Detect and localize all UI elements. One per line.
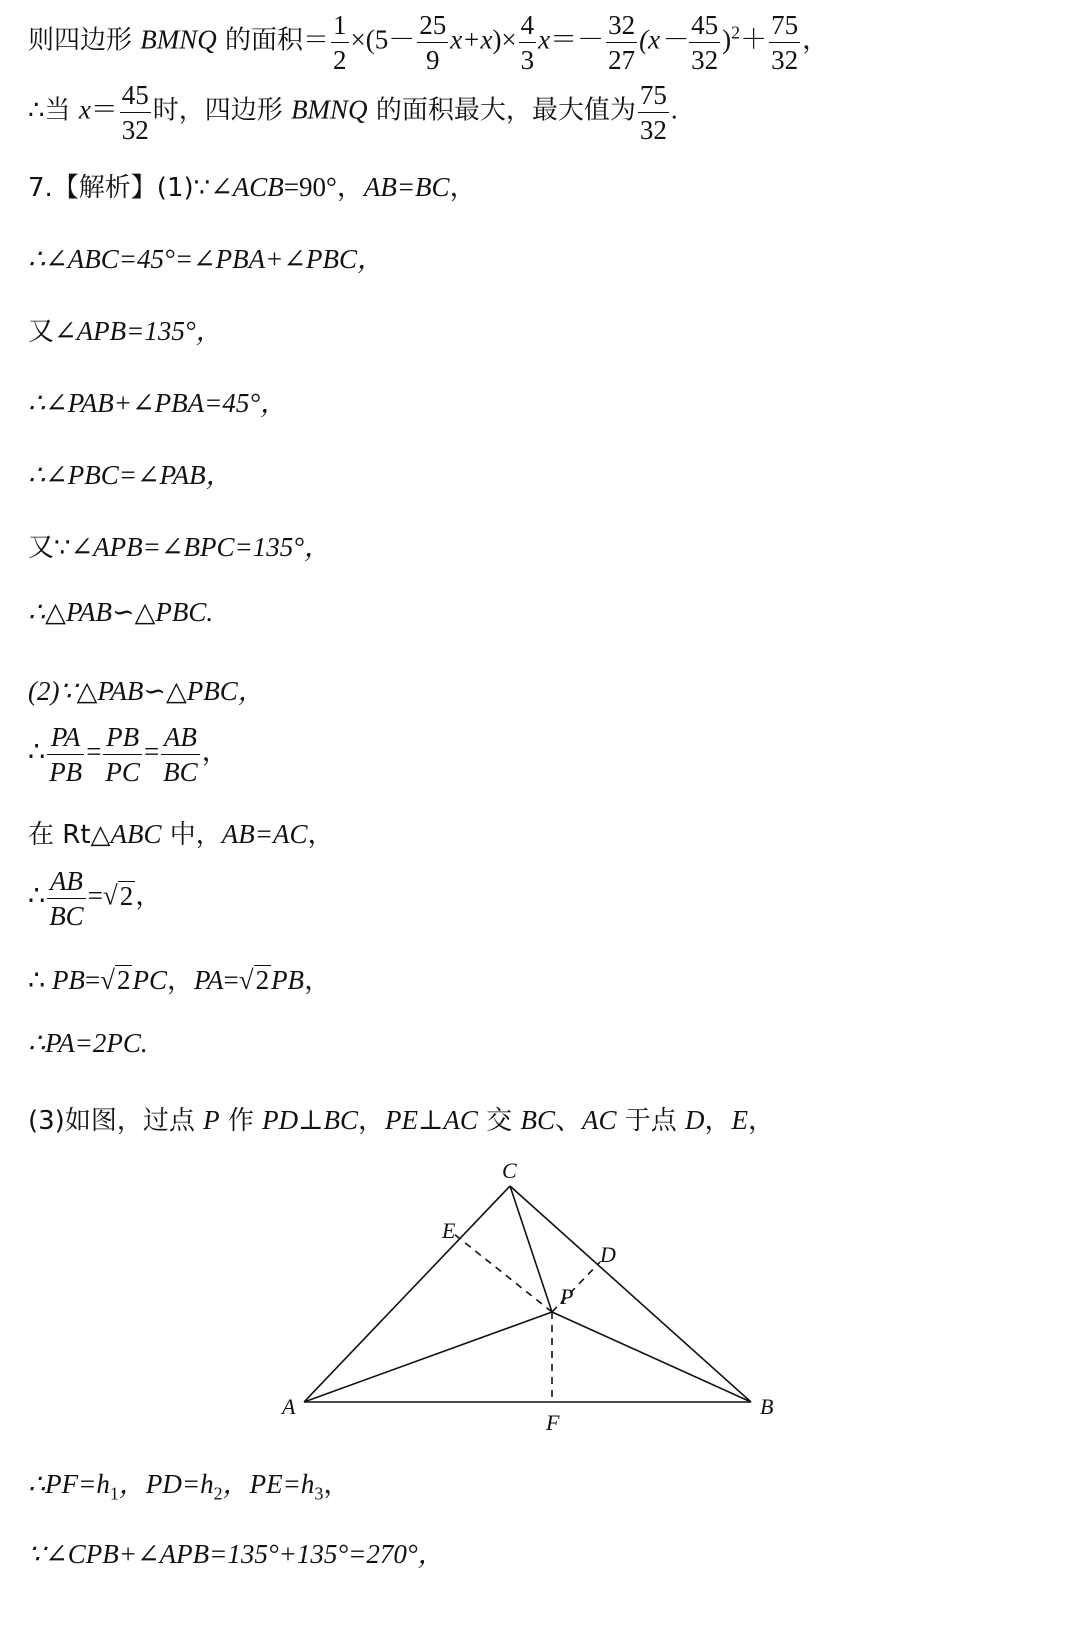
text: 时，四边形 [152, 95, 292, 126]
ratio-line: ∴ $\frac{AB}{BC}$ =√2， [28, 866, 163, 931]
text: ＋ [740, 24, 768, 55]
proof-line: 在 Rt△ABC 中，AB=AC， [28, 819, 335, 850]
text: 的面积最大，最大值为 [367, 95, 636, 126]
label-c: C [502, 1158, 517, 1183]
triangle-figure [270, 1150, 810, 1440]
fraction: $\frac{75}{32}$ [639, 80, 667, 145]
text: x+x [450, 24, 493, 55]
text: ＝－ [550, 24, 605, 55]
fraction: $\frac{AB}{BC}$ [49, 866, 84, 931]
fraction: $\frac{32}{27}$ [608, 10, 636, 75]
text: . [670, 94, 678, 125]
text: 7.【解析】(1)∵ [28, 173, 211, 203]
fraction: $\frac{PB}{PC}$ [105, 722, 140, 787]
text: ， [802, 24, 830, 55]
text: 则四边形 [28, 25, 141, 56]
text: ， [449, 172, 477, 202]
fraction: $\frac{1}{2}$ [333, 10, 347, 75]
fraction: $\frac{4}{3}$ [520, 10, 535, 75]
exponent: 2 [731, 22, 741, 43]
text: ∠ACB [210, 172, 284, 202]
label-e: E [442, 1218, 456, 1243]
text: BMNQ [291, 94, 368, 125]
fraction: $\frac{PA}{PB}$ [49, 722, 83, 787]
proof-line: 又∠APB=135°， [28, 316, 223, 347]
fraction: $\frac{75}{32}$ [771, 10, 799, 75]
text: )× [492, 24, 517, 55]
area-expression-line [28, 8, 829, 77]
label-d: D [600, 1242, 616, 1267]
fraction: $\frac{45}{32}$ [121, 80, 149, 145]
label-p: P [560, 1284, 574, 1309]
text: x [538, 24, 551, 55]
text: BMNQ [140, 24, 217, 55]
text: =90°， [283, 172, 364, 202]
proof-line: ∴△PAB∽△PBC. [28, 597, 214, 627]
label-f: F [546, 1410, 560, 1435]
text: (x－ [639, 24, 688, 55]
text: ＝ [90, 94, 118, 125]
text: x [78, 94, 91, 125]
label-a: A [282, 1394, 296, 1419]
side-ac [304, 1186, 510, 1402]
segment-pb [552, 1312, 751, 1402]
segment-pa [304, 1312, 552, 1402]
part3-intro-line: (3)如图，过点 P 作 PD⊥BC，PE⊥AC 交 BC、AC 于点 D，E， [28, 1105, 776, 1136]
proof-line: (2)∵△PAB∽△PBC， [28, 676, 265, 706]
solution-heading-line [28, 165, 477, 204]
proof-line: ∴∠PBC=∠PAB， [28, 460, 233, 490]
text: AB=BC [363, 172, 450, 202]
proof-line: ∴∠PAB+∠PBA=45°， [28, 388, 288, 418]
text: ×(5－ [350, 24, 416, 55]
text: ) [722, 24, 732, 55]
angle-sum-line: ∵∠CPB+∠APB=135°+135°=270°， [28, 1539, 445, 1569]
proof-line: 又∵∠APB=∠BPC=135°， [28, 532, 332, 563]
fraction: $\frac{45}{32}$ [691, 10, 719, 75]
fraction: $\frac{25}{9}$ [419, 10, 447, 75]
label-b: B [760, 1394, 774, 1419]
text: ∴当 [28, 95, 79, 126]
proof-line: ∴∠ABC=45°=∠PBA+∠PBC， [28, 244, 384, 274]
proof-line: ∴ PB=√2PC，PA=√2PB， [28, 965, 332, 995]
max-area-line [28, 78, 678, 147]
fraction: $\frac{AB}{BC}$ [163, 722, 198, 787]
ratio-line: ∴ $\frac{PA}{PB}$ = $\frac{PB}{PC}$ = $\frac{AB}{BC}$ ， [28, 722, 229, 787]
proof-line: ∴PA=2PC. [28, 1028, 148, 1058]
perpendicular-pe [454, 1234, 552, 1312]
heights-line: $\therefore PF=h_1$，$PD=h_2$，$PE=h_3$， [28, 1469, 351, 1504]
text: 的面积＝ [216, 25, 330, 56]
